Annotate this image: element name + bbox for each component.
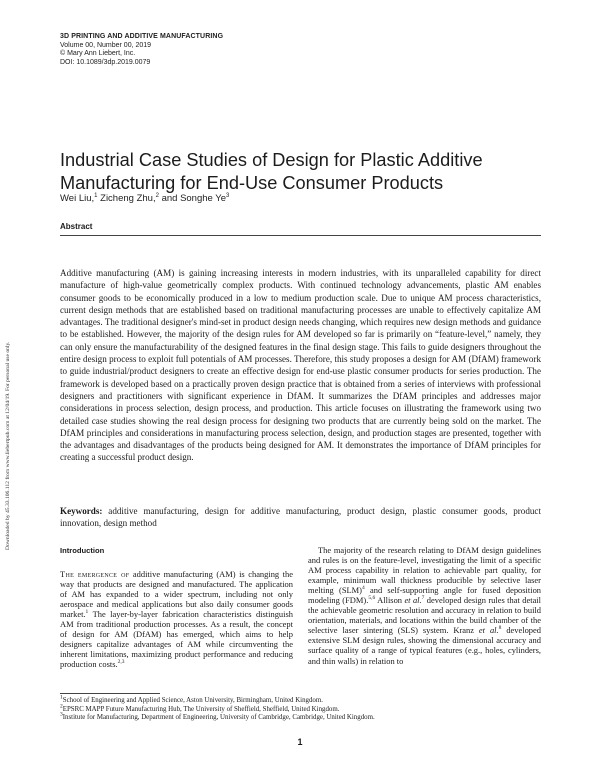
footnote-1 <box>60 694 541 706</box>
author-3-affil: 3 <box>226 192 230 199</box>
page-number: 1 <box>297 737 303 747</box>
footnote-3-text: Institute for Manufacturing, Department of Engineering, University of Cambridge, Cambridge, United Kingdom. <box>62 714 375 722</box>
journal-header <box>60 33 223 67</box>
footnote-2 <box>60 703 541 715</box>
right-text-d: developed design rules that detail the achievable geometric resolution and accuracy in relation to build orientation, materials, and locations within the build chamber of the selective laser sintering (SLS) system. Kranz <box>308 595 541 636</box>
keywords-label: Keywords: <box>60 506 103 516</box>
article-title: Industrial Case Studies of Design for Plastic Additive Manufacturing for End-Use Consumer Products <box>60 150 483 194</box>
right-text-b: and self-supporting angle for fused deposition modeling (FDM). <box>308 585 542 606</box>
right-text-c: Allison <box>375 595 405 606</box>
intro-paragraph <box>60 569 293 669</box>
keywords <box>60 505 541 530</box>
abstract-heading: Abstract <box>60 222 93 231</box>
et-al-1: et al. <box>404 595 422 606</box>
footnote-1-text: School of Engineering and Applied Science, Aston University, Birmingham, United Kingdom. <box>62 697 323 704</box>
right-text-a: The majority of the research relating to DfAM design guidelines and rules is on the feature-level, investigating the limit of a specific AM process capability in relation to achievable part quality, for example, minimum wall thickness producible by selective laser melting (SLM) <box>308 545 541 596</box>
side-note-text: Downloaded by 45.33.106.112 from www.liebertpub.com at 12/04/19. For personal use only. <box>5 341 11 550</box>
intro-text-a: additive manufacturing (AM) is changing the way that products are designed and manufactured. The application of AM has expanded to a wider spectrum, including not only aerospace and medical applications but also daily consumer goods market. <box>60 569 293 620</box>
introduction-heading: Introduction <box>60 546 105 555</box>
footnote-1-mark: 1 <box>60 694 63 701</box>
author-3: and Songhe Ye <box>158 193 227 204</box>
author-1-affil: 1 <box>94 192 98 199</box>
et-al-2: et al. <box>478 625 499 636</box>
author-list <box>60 193 229 204</box>
right-paragraph <box>308 545 541 666</box>
journal-doi: DOI: 10.1089/3dp.2019.0079 <box>60 58 151 66</box>
abstract-divider <box>60 235 541 236</box>
intro-lead: The emergence of <box>60 569 130 580</box>
abstract-text: Additive manufacturing (AM) is gaining increasing interests in modern industries, with its unparalleled capability for direct manufacture of high-value geometrically complex products. With continued technology advancements, plastic AM enables consumer goods to be economically produced in a low to medium production scale. Due to unique AM process characteristics, current design methods that are established based on traditional manufacturing processes are unable to effectively capitalize AM advantages. The traditional designer's mind-set in product design needs changing, which requires new design methods and guidance to be established. However, the majority of the design rules for AM developed so far is primarily on “feature-level,” namely, they can only ensure the manufacturability of the designed features in the final design stage. This fails to guide designers throughout the entire design process to exploit full potentials of AM processes. Therefore, this study proposes a design for AM (DfAM) framework to guide industrial/product designers to create an effective design for end-use plastic consumer products for series production. The framework is developed based on a practically proven design practice that is obtained from a series of interviews with professional designers and practitioners with significant experience in DfAM. It summarizes the DfAM principles and addresses major considerations in process selection, design process, and production. This article focuses on illustrating the framework using two detailed case studies showing the real design process for designing two products that are currently being sold on the market. The DfAM principles and considerations in manufacturing process selection, design, and production stages are presented, together with the advantages and disadvantages of the products being designed for AM. It demonstrates the importance of DfAM principles for creating a successful product design. <box>60 268 541 463</box>
ref-1: 1 <box>85 609 89 616</box>
right-text-e: developed extensive SLM design rules, showing the dimensional accuracy and surface quality of a range of typical features (e.g., holes, cylinders, and thin walls) in relation to <box>308 625 541 666</box>
footnotes <box>60 694 541 723</box>
footnote-2-mark: 2 <box>60 703 63 710</box>
intro-text-b: The layer-by-layer fabrication characteristics distinguish AM from traditional production processes. As a result, the concept of design for AM (DfAM) has emerged, which aims to help designers capitalize advantages of AM while circumventing the inherent limitations, maximizing product performance and reducing production costs. <box>60 609 293 670</box>
ref-5-6: 5,6 <box>368 595 376 602</box>
ref-2-3: 2,3 <box>117 659 125 666</box>
footnote-2-text: EPSRC MAPP Future Manufacturing Hub, The University of Sheffield, Sheffield, United Kingdom. <box>62 705 340 713</box>
author-2: Zicheng Zhu, <box>97 193 156 204</box>
journal-copyright: © Mary Ann Liebert, Inc. <box>60 50 136 58</box>
journal-volume: Volume 00, Number 00, 2019 <box>60 41 152 49</box>
author-2-affil: 2 <box>155 192 159 199</box>
journal-name: 3D PRINTING AND ADDITIVE MANUFACTURING <box>60 33 224 40</box>
ref-7: 7 <box>421 595 425 602</box>
right-column <box>308 545 541 666</box>
author-1: Wei Liu, <box>60 193 95 204</box>
keywords-text: additive manufacturing, design for additive manufacturing, product design, plastic consumer goods, product innovation, design method <box>60 506 541 529</box>
footnote-3-mark: 3 <box>60 711 63 718</box>
ref-8: 8 <box>498 625 502 632</box>
ref-4: 4 <box>362 585 365 592</box>
footnote-3 <box>60 711 541 723</box>
left-column <box>60 546 293 670</box>
footnote-divider <box>60 693 160 694</box>
download-side-note <box>5 250 19 550</box>
